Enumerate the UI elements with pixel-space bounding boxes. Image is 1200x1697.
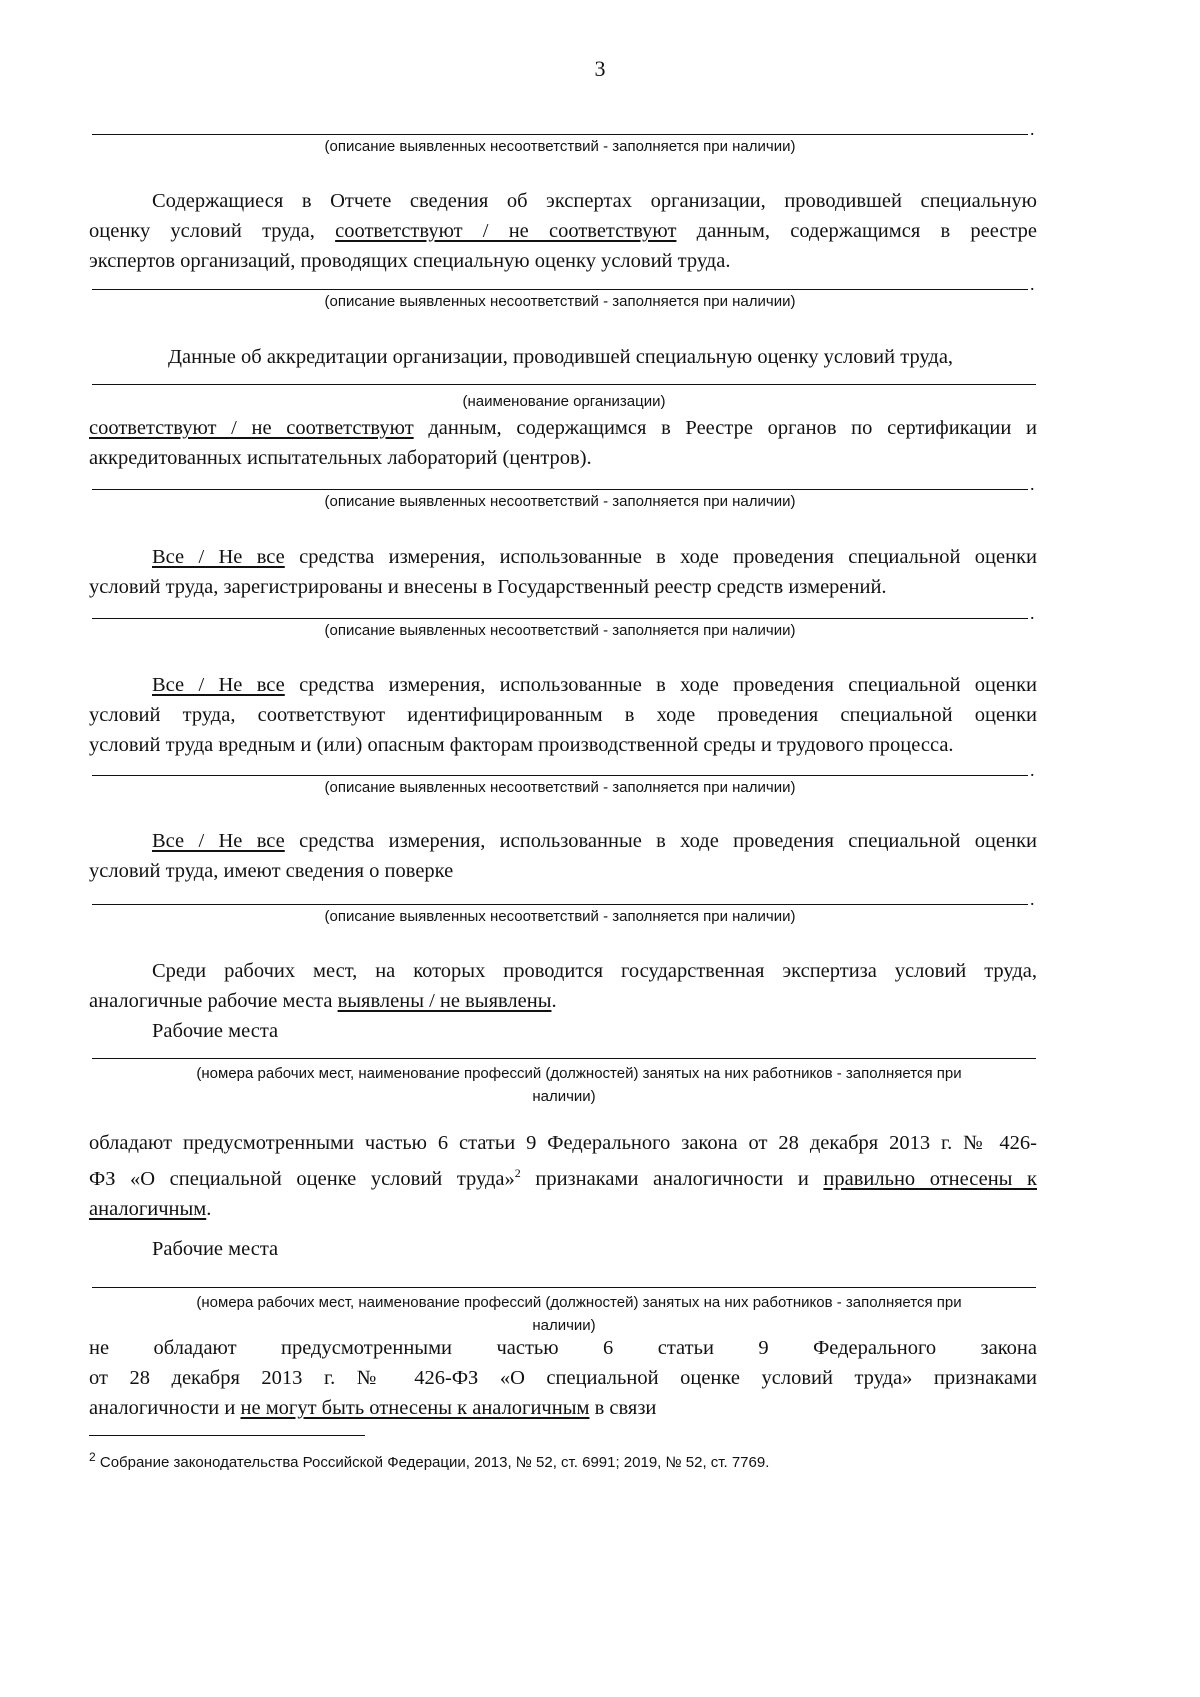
have-line-3: аналогичным. [89,1197,212,1220]
similar-line-2: аналогичные рабочие места выявлены / не выявлены. [89,990,557,1012]
accreditation-paragraph [89,413,1037,473]
verification-line-1: Все / Не все средства измерения, использованные в ходе проведения специальной оценки [152,830,1037,852]
fill-line-dot: . [1030,889,1035,909]
have-paragraph [89,1128,1037,1224]
accreditation-line-3: аккредитованных испытательных лабораторий (центров). [89,447,592,469]
experts-line-2: оценку условий труда, соответствуют / не соответствуют данным, содержащимся в реестре [89,220,1038,242]
have-line-1: обладают предусмотренными частью 6 статьи 9 Федерального закона от 28 декабря 2013 г. № 426- [89,1132,1037,1154]
not-have-cannot-assign: не могут быть отнесены к аналогичным [240,1397,590,1419]
registry-line-2: условий труда, зарегистрированы и внесены в Государственный реестр средств измерений. [89,576,887,598]
fill-line [92,775,1028,776]
discrepancies-caption: (описание выявленных несоответствий - заполняется при наличии) [324,293,796,310]
registry-paragraph [89,542,1037,602]
discrepancies-caption: (описание выявленных несоответствий - заполняется при наличии) [324,779,796,796]
footnote: $^2$ Собрание законодательства Российской Федерации, 2013, № 52, ст. 6991; 2019, № 52, ст. 7769. [89,1450,770,1471]
not-have-line-1: не обладают предусмотренными частью 6 статьи 9 Федерального закона [89,1337,1037,1359]
discrepancies-caption: (описание выявленных несоответствий - заполняется при наличии) [324,493,796,510]
workplaces-fill-line [92,1058,1036,1059]
not-have-line-2: от 28 декабря 2013 г. № 426-ФЗ «О специальной оценке условий труда» признаками [89,1367,1037,1389]
verification-all-choice: Все / Не все [152,830,285,852]
workplaces-label: Рабочие места [152,1238,279,1260]
factors-line-2: условий труда, соответствуют идентифицированным в ходе проведения специальной оценки [89,704,1037,726]
fill-line-dot: . [1030,760,1035,780]
page-number: 3 [594,56,606,81]
org-name-fill-line [92,384,1036,385]
accreditation-line-2: соответствуют / не соответствуют данным, содержащимся в Реестре органов по сертификации и [89,417,1037,439]
fill-line [92,289,1028,290]
workplaces-caption: (номера рабочих мест, наименование профессий (должностей) занятых на них работников - заполняется при наличии) [196,1065,962,1105]
accreditation-line-1: Данные об аккредитации организации, проводившей специальную оценку условий труда, [168,346,954,368]
similar-paragraph [89,956,1037,1046]
have-line-2: ФЗ «О специальной оценке условий труда»$^2$ признаками аналогичности и правильно отнесены к [89,1166,1037,1190]
fill-line-dot: . [1030,603,1035,623]
similar-found-choice: выявлены / не выявлены [337,990,552,1012]
verification-paragraph [89,826,1037,886]
not-have-paragraph [89,1333,1037,1423]
fill-line [92,904,1028,905]
fill-line-dot: . [1030,274,1035,294]
experts-line-3: экспертов организаций, проводящих специальную оценку условий труда. [89,250,731,272]
similar-line-3: Рабочие места [152,1020,279,1042]
fill-line-dot: . [1030,119,1035,139]
fill-line-dot: . [1030,474,1035,494]
verification-line-2: условий труда, имеют сведения о поверке [89,860,454,882]
factors-all-choice: Все / Не все [152,674,285,696]
workplaces-fill-line [92,1287,1036,1288]
discrepancies-caption: (описание выявленных несоответствий - заполняется при наличии) [324,138,796,155]
experts-paragraph [89,186,1037,276]
discrepancies-caption: (описание выявленных несоответствий - заполняется при наличии) [324,908,796,925]
fill-line [92,618,1028,619]
accreditation-conformity-choice: соответствуют / не соответствуют [89,417,414,439]
factors-paragraph [89,670,1037,760]
not-have-line-3: аналогичности и не могут быть отнесены к аналогичным в связи [89,1397,657,1419]
similar-line-1: Среди рабочих мест, на которых проводится государственная экспертиза условий труда, [152,960,1037,982]
factors-line-3: условий труда вредным и (или) опасным факторам производственной среды и трудового процесса. [89,734,954,756]
footnote-rule [89,1435,365,1436]
experts-line-1: Содержащиеся в Отчете сведения об экспертах организации, проводившей специальную [152,190,1037,212]
org-name-caption: (наименование организации) [462,393,666,410]
factors-line-1: Все / Не все средства измерения, использованные в ходе проведения специальной оценки [152,674,1037,696]
registry-line-1: Все / Не все средства измерения, использованные в ходе проведения специальной оценки [152,546,1037,568]
discrepancies-caption: (описание выявленных несоответствий - заполняется при наличии) [324,622,796,639]
workplaces-caption: (номера рабочих мест, наименование профессий (должностей) занятых на них работников - заполняется при наличии) [196,1294,962,1334]
experts-conformity-choice: соответствуют / не соответствуют [335,220,677,242]
have-correctly-assigned: правильно отнесены к [823,1167,1037,1190]
fill-line [92,134,1028,135]
registry-all-choice: Все / Не все [152,546,285,568]
fill-line [92,489,1028,490]
